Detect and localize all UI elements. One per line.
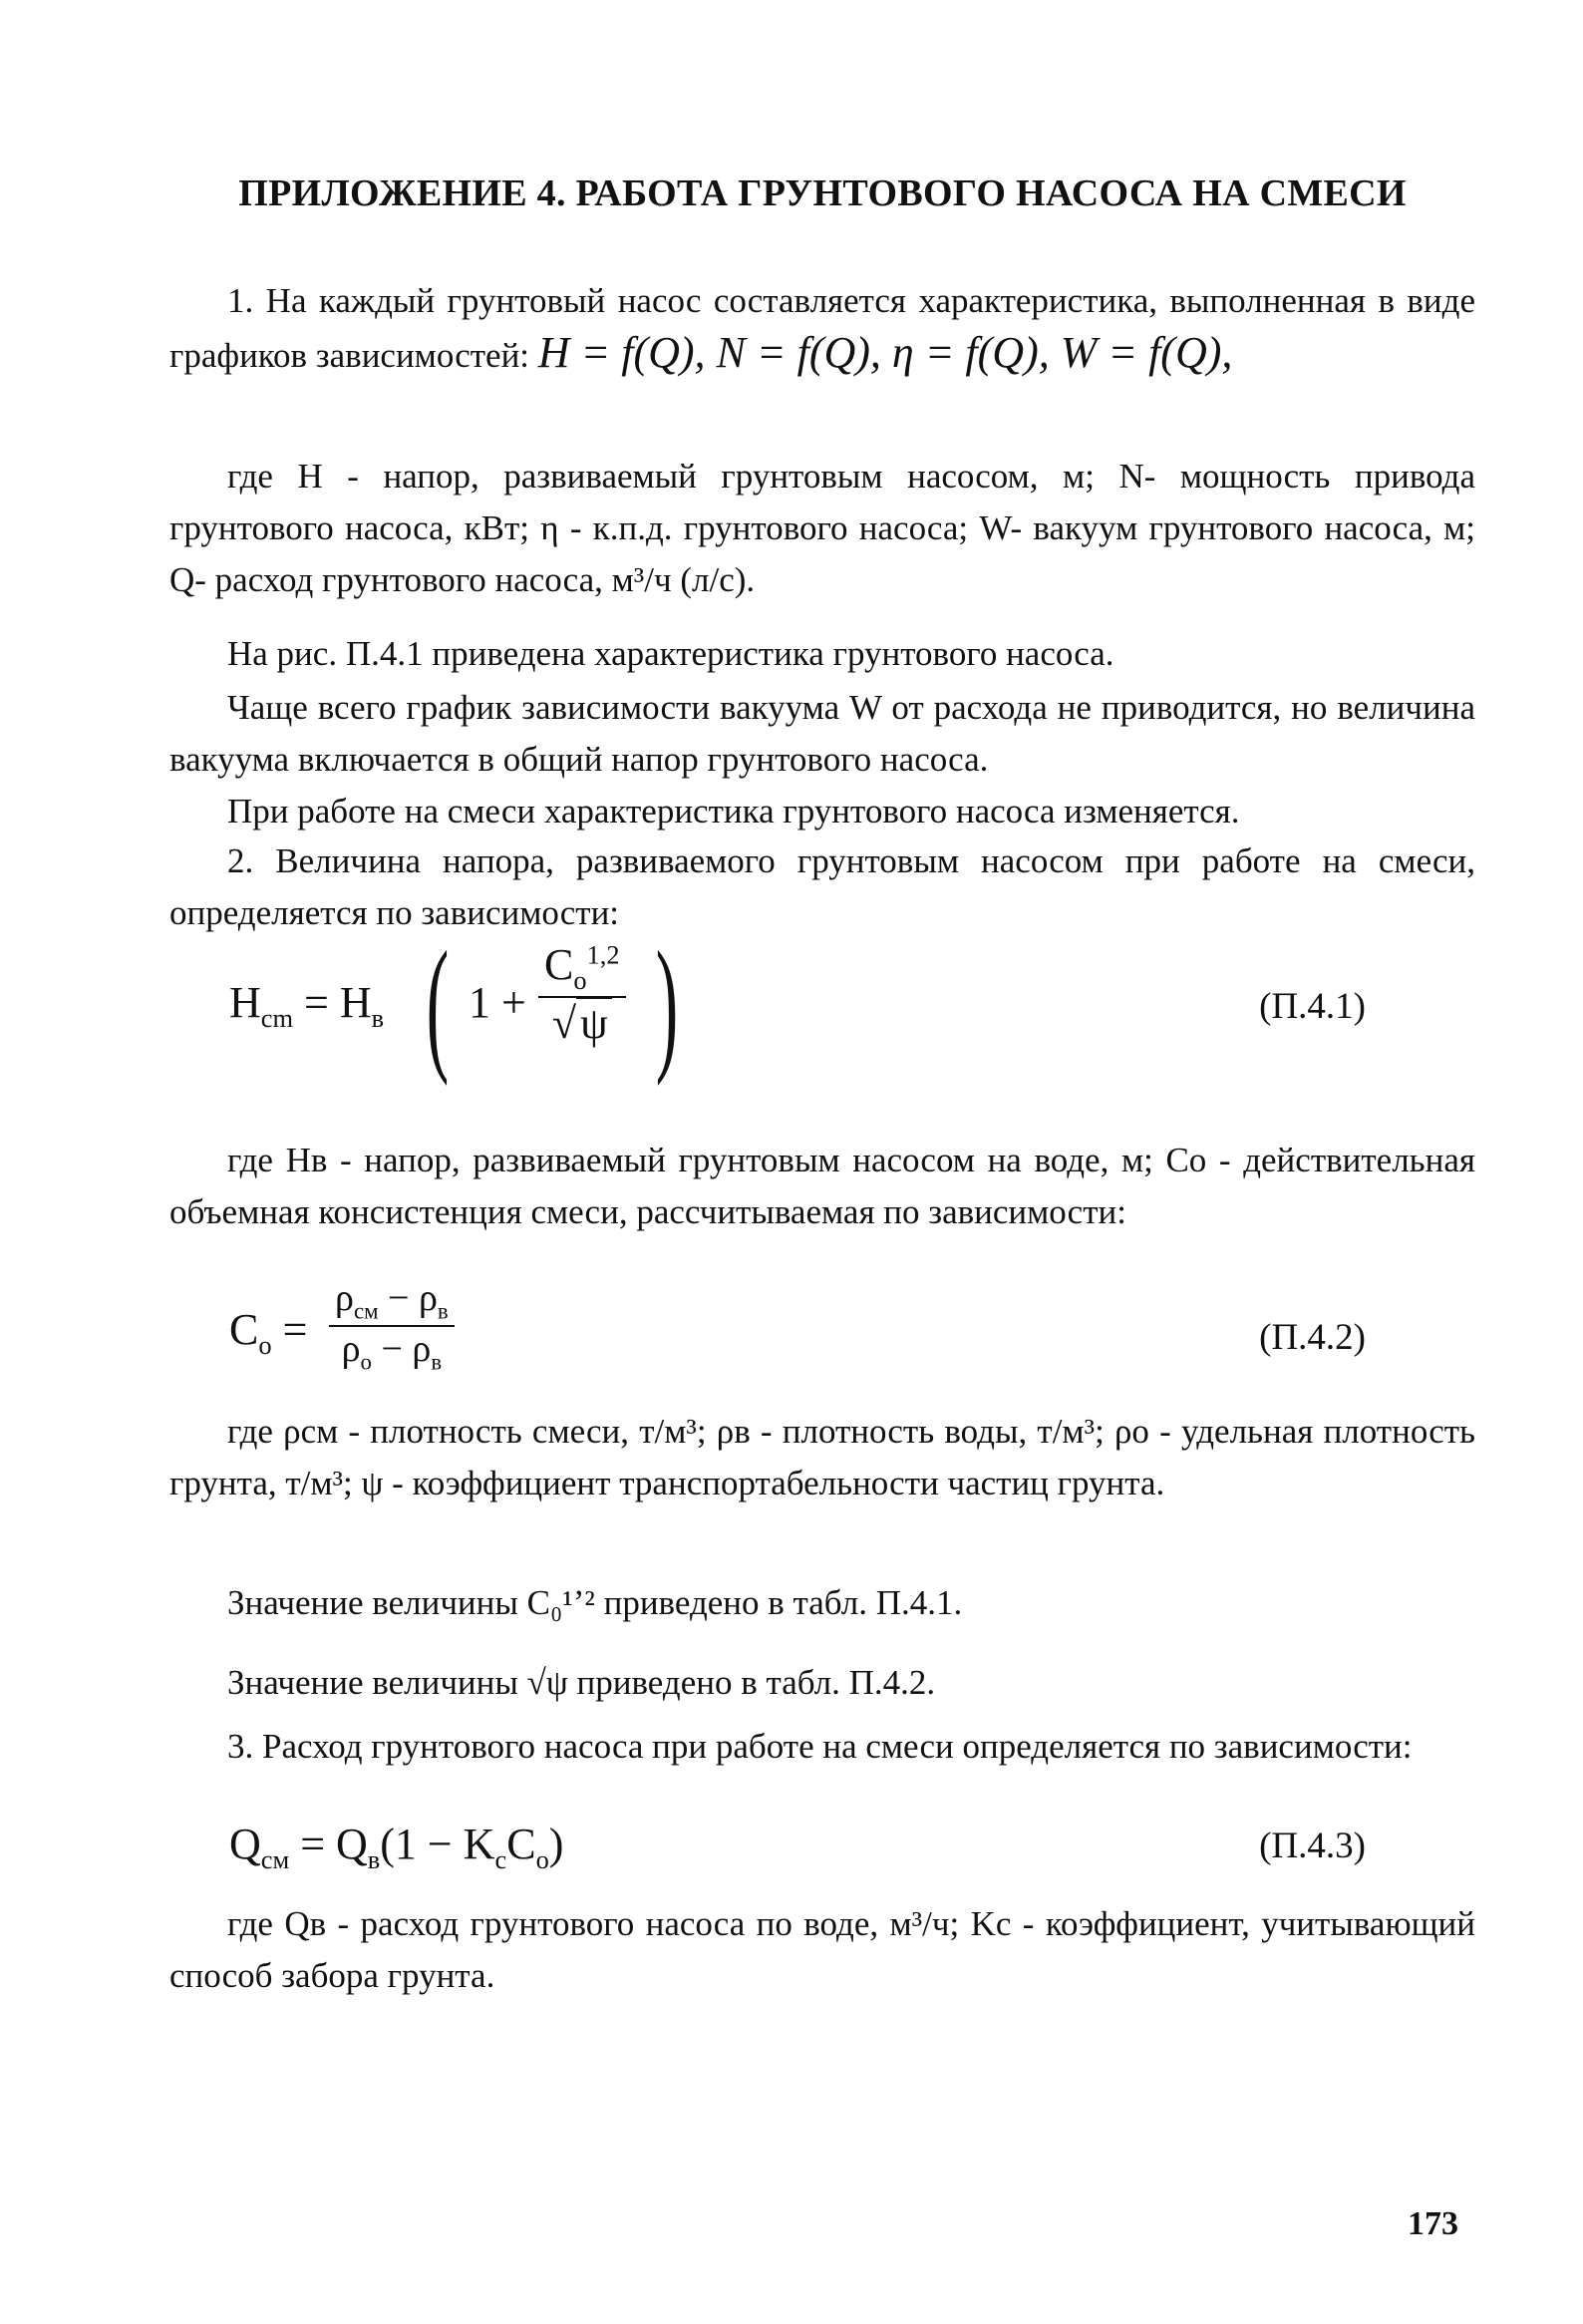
equation-number-2: (П.4.2) (1259, 1317, 1366, 1358)
paragraph-6: 2. Величина напора, развиваемого грунтовым насосом при работе на смеси, определяется по зависимости: (169, 841, 1475, 932)
paragraph-7: где Hв - напор, развиваемый грунтовым насосом на воде, м; Cо - действительная объемная консистенция смеси, рассчитываемая по зависимости: (169, 1141, 1475, 1231)
equation-number-1: (П.4.1) (1259, 986, 1366, 1027)
paragraph-8: где ρсм - плотность смеси, т/м³; ρв - плотность воды, т/м³; ρо - удельная плотность грунта, т/м³; ψ - коэффициент транспортабельности частиц грунта. (169, 1412, 1475, 1502)
paragraph-3: На рис. П.4.1 приведена характеристика грунтового насоса. (227, 634, 1114, 673)
paragraph-11: 3. Расход грунтового насоса при работе на смеси определяется по зависимости: (227, 1727, 1413, 1766)
paragraph-12: где Qв - расход грунтового насоса по воде, м³/ч; Kс - коэффициент, учитывающий способ забора грунта. (169, 1904, 1475, 1995)
paragraph-4: Чаще всего график зависимости вакуума W от расхода не приводится, но величина вакуума включается в общий напор грунтового насоса. (169, 688, 1475, 779)
page-number: 173 (1408, 2205, 1458, 2242)
equation-number-3: (П.4.3) (1259, 1826, 1366, 1866)
dependency-formulas: H = f(Q), N = f(Q), η = f(Q), W = f(Q), (537, 328, 1233, 377)
paragraph-9: Значение величины C₀¹ʼ² приведено в табл. П.4.1. (227, 1583, 963, 1622)
document-page: ПРИЛОЖЕНИЕ 4. РАБОТА ГРУНТОВОГО НАСОСА НА СМЕСИ 1. На каждый грунтовый насос составляется характеристика, выполненная в виде графиков зависимостей: H = f(Q), N = f(Q), η = f(Q), W = f(Q), где H - напор, развиваемый грунтовым насосом, м; N- мощность привода грунтового насоса, кВт; η - к.п.д. грунтового насоса; W- вакуум грунтового насоса, м; Q- расход грунтового насоса, м³/ч (л/с). На рис. П.4.1 приведена характеристика грунтового насоса. Чаще всего график зависимости вакуума W от расхода не приводится, но величина вакуума включается в общий напор грунтового насоса. При работе на смеси характеристика грунтового насоса изменяется. 2. Величина напора, развиваемого грунтовым насосом при работе на смеси, определяется по зависимости: $H_{cm} = H_в$ ( 1 + $C_о^{1,2}$ √ψ ) (П.4.1) где Hв - напор, развиваемый грунтовым насосом на воде, м; Cо - действительная объемная консистенция смеси, рассчитываемая по зависимости: $C_о$ = $\rho_{см} - \rho_в$ $\rho_о - \rho_в$ (П.4.2) где ρсм - плотность смеси, т/м³; ρв - плотность воды, т/м³; ρо - удельная плотность грунта, т/м³; ψ - коэффициент транспортабельности частиц грунта. Значение величины C₀¹ʼ² приведено в табл. П.4.1. Значение величины √ψ приведено в табл. П.4.2. 3. Расход грунтового насоса при работе на смеси определяется по зависимости: $Q_{см} = Q_в(1 - K_сC_о)$ (П.4.3) где Qв - расход грунтового насоса по воде, м³/ч; Kс - коэффициент, учитывающий способ забора грунта. 173 (169, 172, 1475, 2242)
paragraph-2: где H - напор, развиваемый грунтовым насосом, м; N- мощность привода грунтового насоса, кВт; η - к.п.д. грунтового насоса; W- вакуум грунтового насоса, м; Q- расход грунтового насоса, м³/ч (л/с). (169, 457, 1475, 599)
paragraph-10: Значение величины √ψ приведено в табл. П.4.2. (227, 1663, 936, 1702)
page-title: ПРИЛОЖЕНИЕ 4. РАБОТА ГРУНТОВОГО НАСОСА НА СМЕСИ (238, 172, 1407, 214)
paragraph-1-text: 1. На каждый грунтовый насос составляется характеристика, выполненная в виде графиков зависимостей: (169, 281, 1475, 375)
paragraph-5: При работе на смеси характеристика грунтового насоса изменяется. (227, 792, 1240, 830)
paragraph-1 (169, 275, 1475, 382)
